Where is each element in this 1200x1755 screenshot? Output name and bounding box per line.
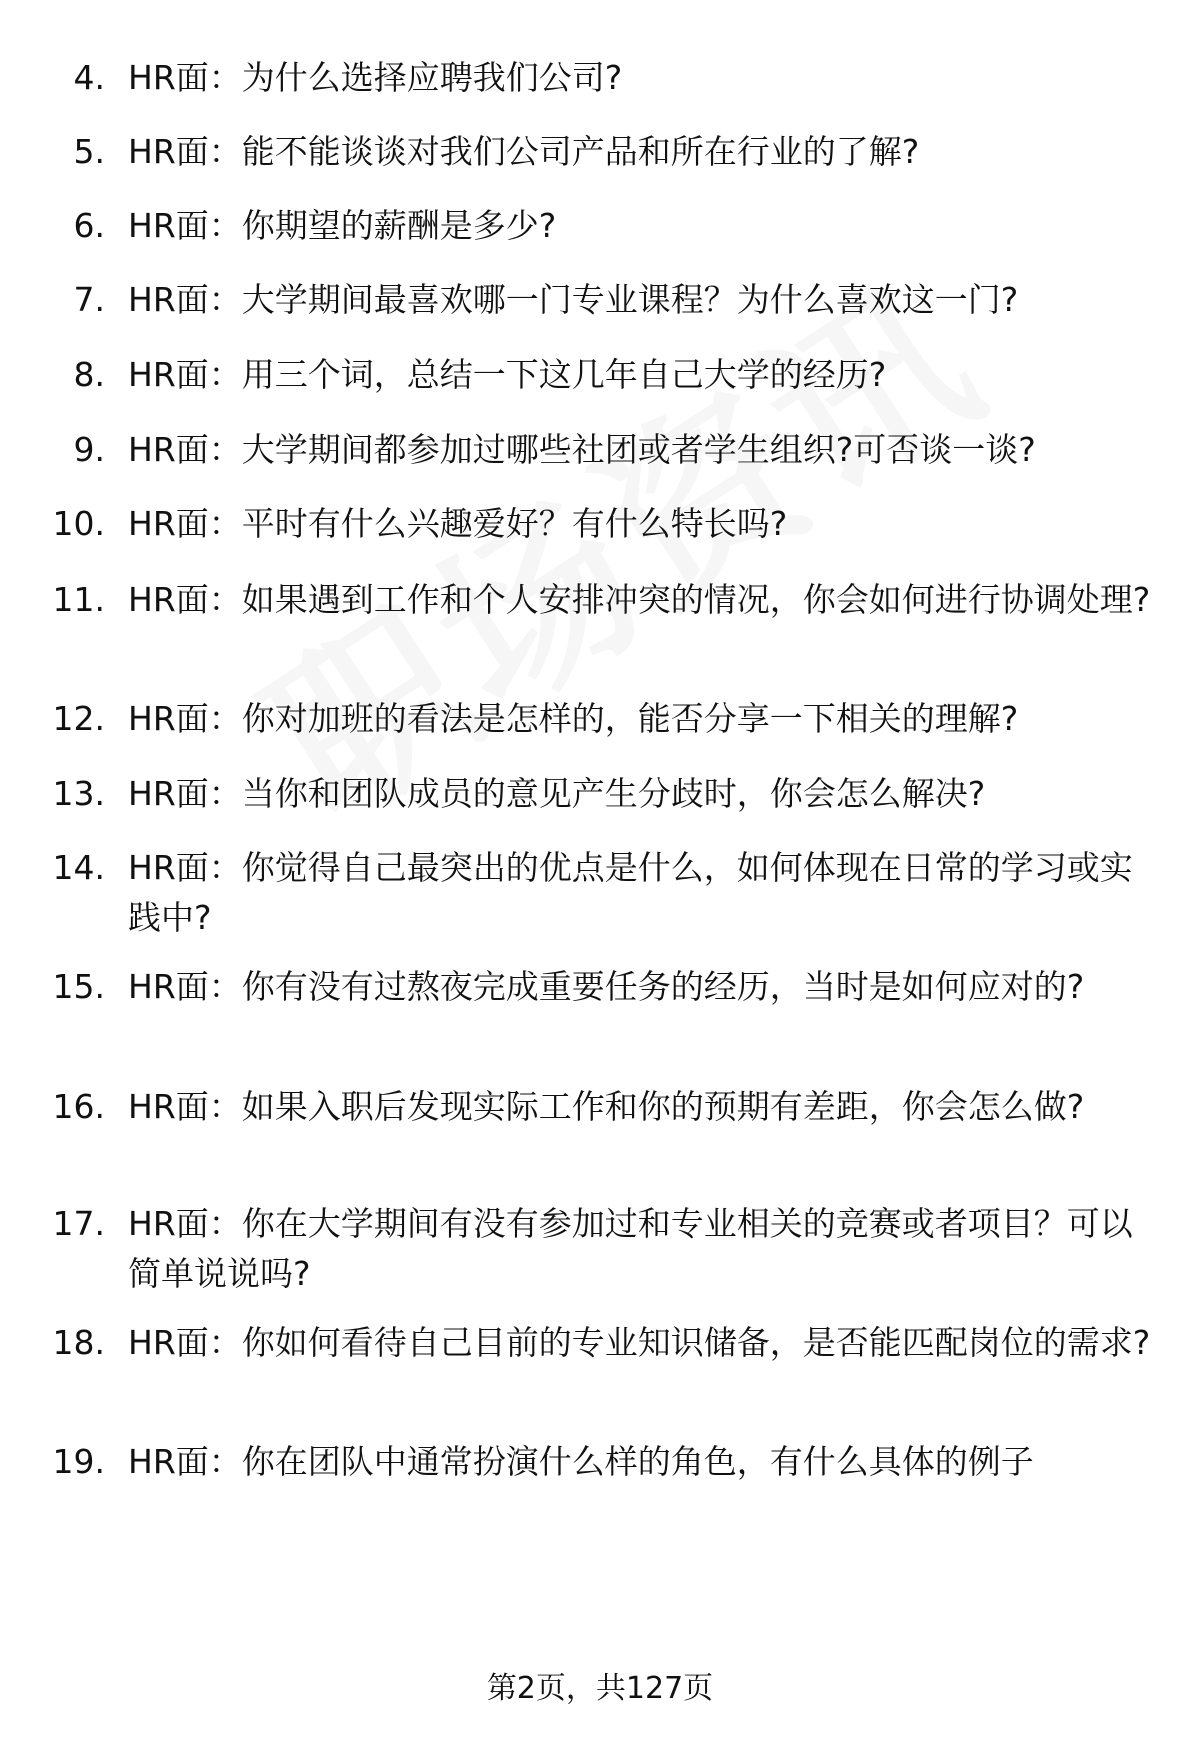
- question-number: 11.: [52, 580, 105, 619]
- question-number: 19.: [52, 1442, 105, 1481]
- question-text: HR面：你如何看待自己目前的专业知识储备，是否能匹配岗位的需求?: [128, 1323, 1151, 1362]
- question-number: 5.: [73, 132, 105, 171]
- question-text: HR面：你有没有过熬夜完成重要任务的经历，当时是如何应对的?: [128, 967, 1085, 1006]
- question-number: 4.: [73, 58, 105, 97]
- question-text: HR面：平时有什么兴趣爱好？有什么特长吗?: [128, 504, 788, 543]
- question-number: 15.: [52, 967, 105, 1006]
- question-text: HR面：用三个词，总结一下这几年自己大学的经历?: [128, 355, 887, 394]
- question-number: 13.: [52, 774, 105, 813]
- question-number: 16.: [52, 1087, 105, 1126]
- question-text: HR面：大学期间最喜欢哪一门专业课程？为什么喜欢这一门?: [128, 280, 1019, 319]
- question-number: 17.: [52, 1204, 105, 1243]
- question-text: HR面：为什么选择应聘我们公司?: [128, 58, 623, 97]
- question-number: 12.: [52, 699, 105, 738]
- question-text: HR面：如果入职后发现实际工作和你的预期有差距，你会怎么做?: [128, 1087, 1085, 1126]
- question-number: 18.: [52, 1323, 105, 1362]
- question-text: HR面：你在大学期间有没有参加过和专业相关的竞赛或者项目？可以简单说说吗?: [128, 1204, 1133, 1293]
- question-text: HR面：能不能谈谈对我们公司产品和所在行业的了解?: [128, 132, 920, 171]
- page-number-footer: 第2页，共127页: [486, 1671, 714, 1706]
- question-text: HR面：你对加班的看法是怎样的，能否分享一下相关的理解?: [128, 699, 1019, 738]
- question-number: 8.: [73, 355, 105, 394]
- question-text: HR面：你期望的薪酬是多少?: [128, 206, 557, 245]
- question-number: 14.: [52, 848, 105, 887]
- question-text: HR面：当你和团队成员的意见产生分歧时，你会怎么解决?: [128, 774, 986, 813]
- question-text: HR面：如果遇到工作和个人安排冲突的情况，你会如何进行协调处理?: [128, 580, 1151, 619]
- question-text: HR面：大学期间都参加过哪些社团或者学生组织?可否谈一谈?: [128, 430, 1036, 469]
- question-text: HR面：你在团队中通常扮演什么样的角色，有什么具体的例子: [128, 1442, 1034, 1481]
- question-number: 9.: [73, 430, 105, 469]
- question-number: 10.: [52, 504, 105, 543]
- question-text: HR面：你觉得自己最突出的优点是什么，如何体现在日常的学习或实践中?: [128, 848, 1133, 937]
- question-number: 7.: [73, 280, 105, 319]
- question-number: 6.: [73, 206, 105, 245]
